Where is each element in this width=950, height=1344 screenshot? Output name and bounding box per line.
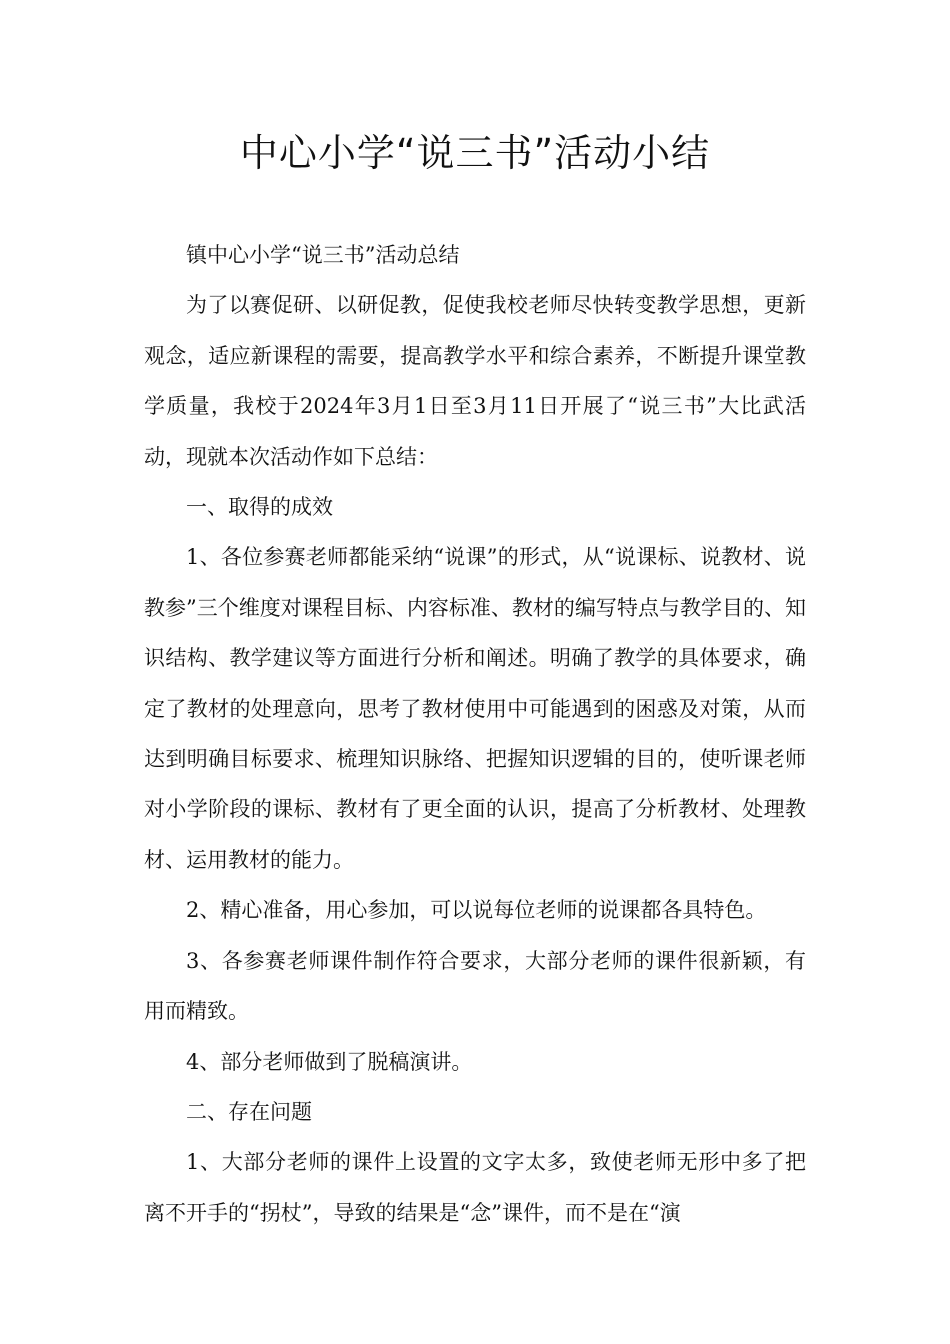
- achievement-item-1: 1、各位参赛老师都能采纳“说课”的形式，从“说课标、说教材、说教参”三个维度对课程目标、内容标准、教材的编写特点与教学目的、知识结构、教学建议等方面进行分析和阐述。明确了教学的具体要求，确定了教材的处理意向，思考了教材使用中可能遇到的困惑及对策，从而达到明确目标要求、梳理知识脉络、把握知识逻辑的目的，使听课老师对小学阶段的课标、教材有了更全面的认识，提高了分析教材、处理教材、运用教材的能力。: [144, 545, 806, 872]
- problem-item-1: 1、大部分老师的课件上设置的文字太多，致使老师无形中多了把离不开手的“拐杖”，导致的结果是“念”课件，而不是在“演: [144, 1150, 806, 1225]
- document-title: 中心小学“说三书”活动小结: [239, 131, 711, 175]
- subtitle-paragraph: 镇中心小学“说三书”活动总结: [186, 243, 460, 267]
- document-body: [144, 230, 806, 1238]
- achievement-item-4: 4、部分老师做到了脱稿演讲。: [186, 1049, 473, 1074]
- achievement-item-3: 3、各参赛老师课件制作符合要求，大部分老师的课件很新颖，有用而精致。: [144, 948, 806, 1024]
- intro-paragraph: 为了以赛促研、以研促教，促使我校老师尽快转变教学思想，更新观念，适应新课程的需要，提高教学水平和综合素养，不断提升课堂教学质量，我校于2024年3月1日至3月11日开展了“说三书”大比武活动，现就本次活动作如下总结：: [144, 293, 806, 469]
- section-heading-achievements: 一、取得的成效: [186, 495, 333, 520]
- achievement-item-2: 2、精心准备，用心参加，可以说每位老师的说课都各具特色。: [186, 898, 767, 923]
- section-heading-problems: 二、存在问题: [186, 1099, 312, 1124]
